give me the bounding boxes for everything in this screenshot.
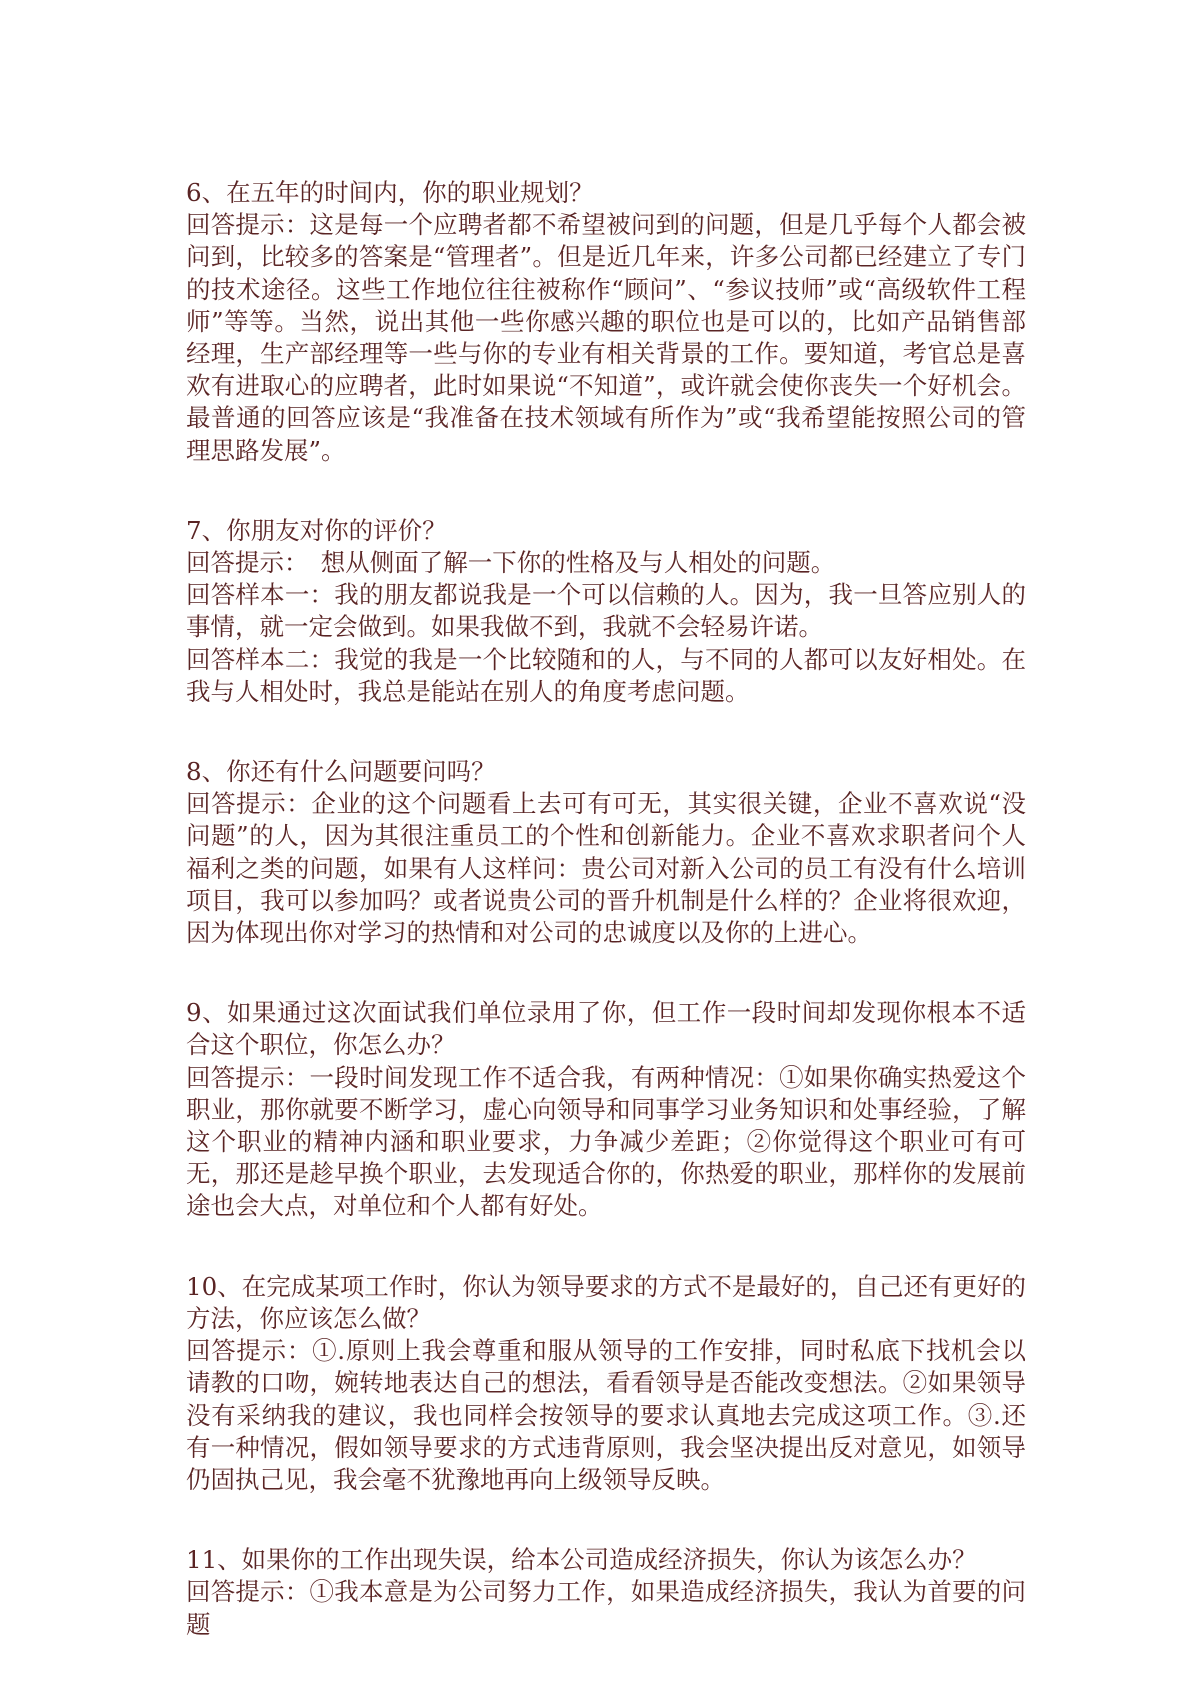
answer-hint-6: 回答提示：这是每一个应聘者都不希望被问到的问题，但是几乎每个人都会被问到，比较多的答案是“管理者”。但是近几年来，许多公司都已经建立了专门的技术途径。这些工作地位往往被称作“顾问”、“参议技师”或“高级软件工程师”等等。当然，说出其他一些你感兴趣的职位也是可以的，比如产品销售部经理，生产部经理等一些与你的专业有相关背景的工作。要知道，考官总是喜欢有进取心的应聘者，此时如果说“不知道”，或许就会使你丧失一个好机会。最普通的回答应该是“我准备在技术领域有所作为”或“我希望能按照公司的管理思路发展”。 — [186, 210, 1026, 465]
question-9: 9、如果通过这次面试我们单位录用了你，但工作一段时间却发现你根本不适合这个职位，你怎么办？ — [186, 998, 1026, 1060]
question-6: 6、在五年的时间内，你的职业规划？ — [186, 178, 594, 207]
question-11: 11、如果你的工作出现失误，给本公司造成经济损失，你认为该怎么办？ — [186, 1545, 977, 1575]
qa-section-10 — [186, 1271, 1026, 1496]
qa-section-11 — [186, 1544, 1026, 1641]
answer-hint-11: 回答提示：①我本意是为公司努力工作，如果造成经济损失，我认为首要的问题 — [186, 1577, 1026, 1639]
qa-section-6 — [186, 177, 1026, 467]
qa-section-8 — [186, 756, 1026, 949]
answer-hint-8: 回答提示：企业的这个问题看上去可有可无，其实很关键，企业不喜欢说“没问题”的人，因为其很注重员工的个性和创新能力。企业不喜欢求职者问个人福利之类的问题，如果有人这样问：贵公司对新入公司的员工有没有什么培训项目，我可以参加吗？或者说贵公司的晋升机制是什么样的？企业将很欢迎，因为体现出你对学习的热情和对公司的忠诚度以及你的上进心。 — [186, 789, 1026, 948]
answer-hint-7: 回答提示： 想从侧面了解一下你的性格及与人相处的问题。 — [186, 548, 836, 578]
qa-section-9 — [186, 997, 1026, 1222]
answer-sample-7-1: 回答样本一：我的朋友都说我是一个可以信赖的人。因为，我一旦答应别人的事情，就一定会做到。如果我做不到，我就不会轻易许诺。 — [186, 580, 1026, 642]
answer-hint-9: 回答提示：一段时间发现工作不适合我，有两种情况：①如果你确实热爱这个职业，那你就要不断学习，虚心向领导和同事学习业务知识和处事经验，了解这个职业的精神内涵和职业要求，力争减少差距；②你觉得这个职业可有可无，那还是趁早换个职业，去发现适合你的，你热爱的职业，那样你的发展前途也会大点，对单位和个人都有好处。 — [186, 1062, 1026, 1221]
qa-section-7 — [186, 515, 1026, 708]
question-8: 8、你还有什么问题要问吗？ — [186, 757, 496, 787]
question-10: 10、在完成某项工作时，你认为领导要求的方式不是最好的，自己还有更好的方法，你应该怎么做？ — [186, 1271, 1026, 1333]
question-7: 7、你朋友对你的评价？ — [186, 515, 447, 545]
answer-hint-10: 回答提示：①.原则上我会尊重和服从领导的工作安排，同时私底下找机会以请教的口吻，婉转地表达自己的想法，看看领导是否能改变想法。②如果领导没有采纳我的建议，我也同样会按领导的要求认真地去完成这项工作。③.还有一种情况，假如领导要求的方式违背原则，我会坚决提出反对意见，如领导仍固执己见，我会毫不犹豫地再向上级领导反映。 — [186, 1336, 1026, 1494]
document-body — [186, 177, 1026, 1641]
answer-sample-7-2: 回答样本二：我觉的我是一个比较随和的人，与不同的人都可以友好相处。在我与人相处时，我总是能站在别人的角度考虑问题。 — [186, 644, 1026, 706]
